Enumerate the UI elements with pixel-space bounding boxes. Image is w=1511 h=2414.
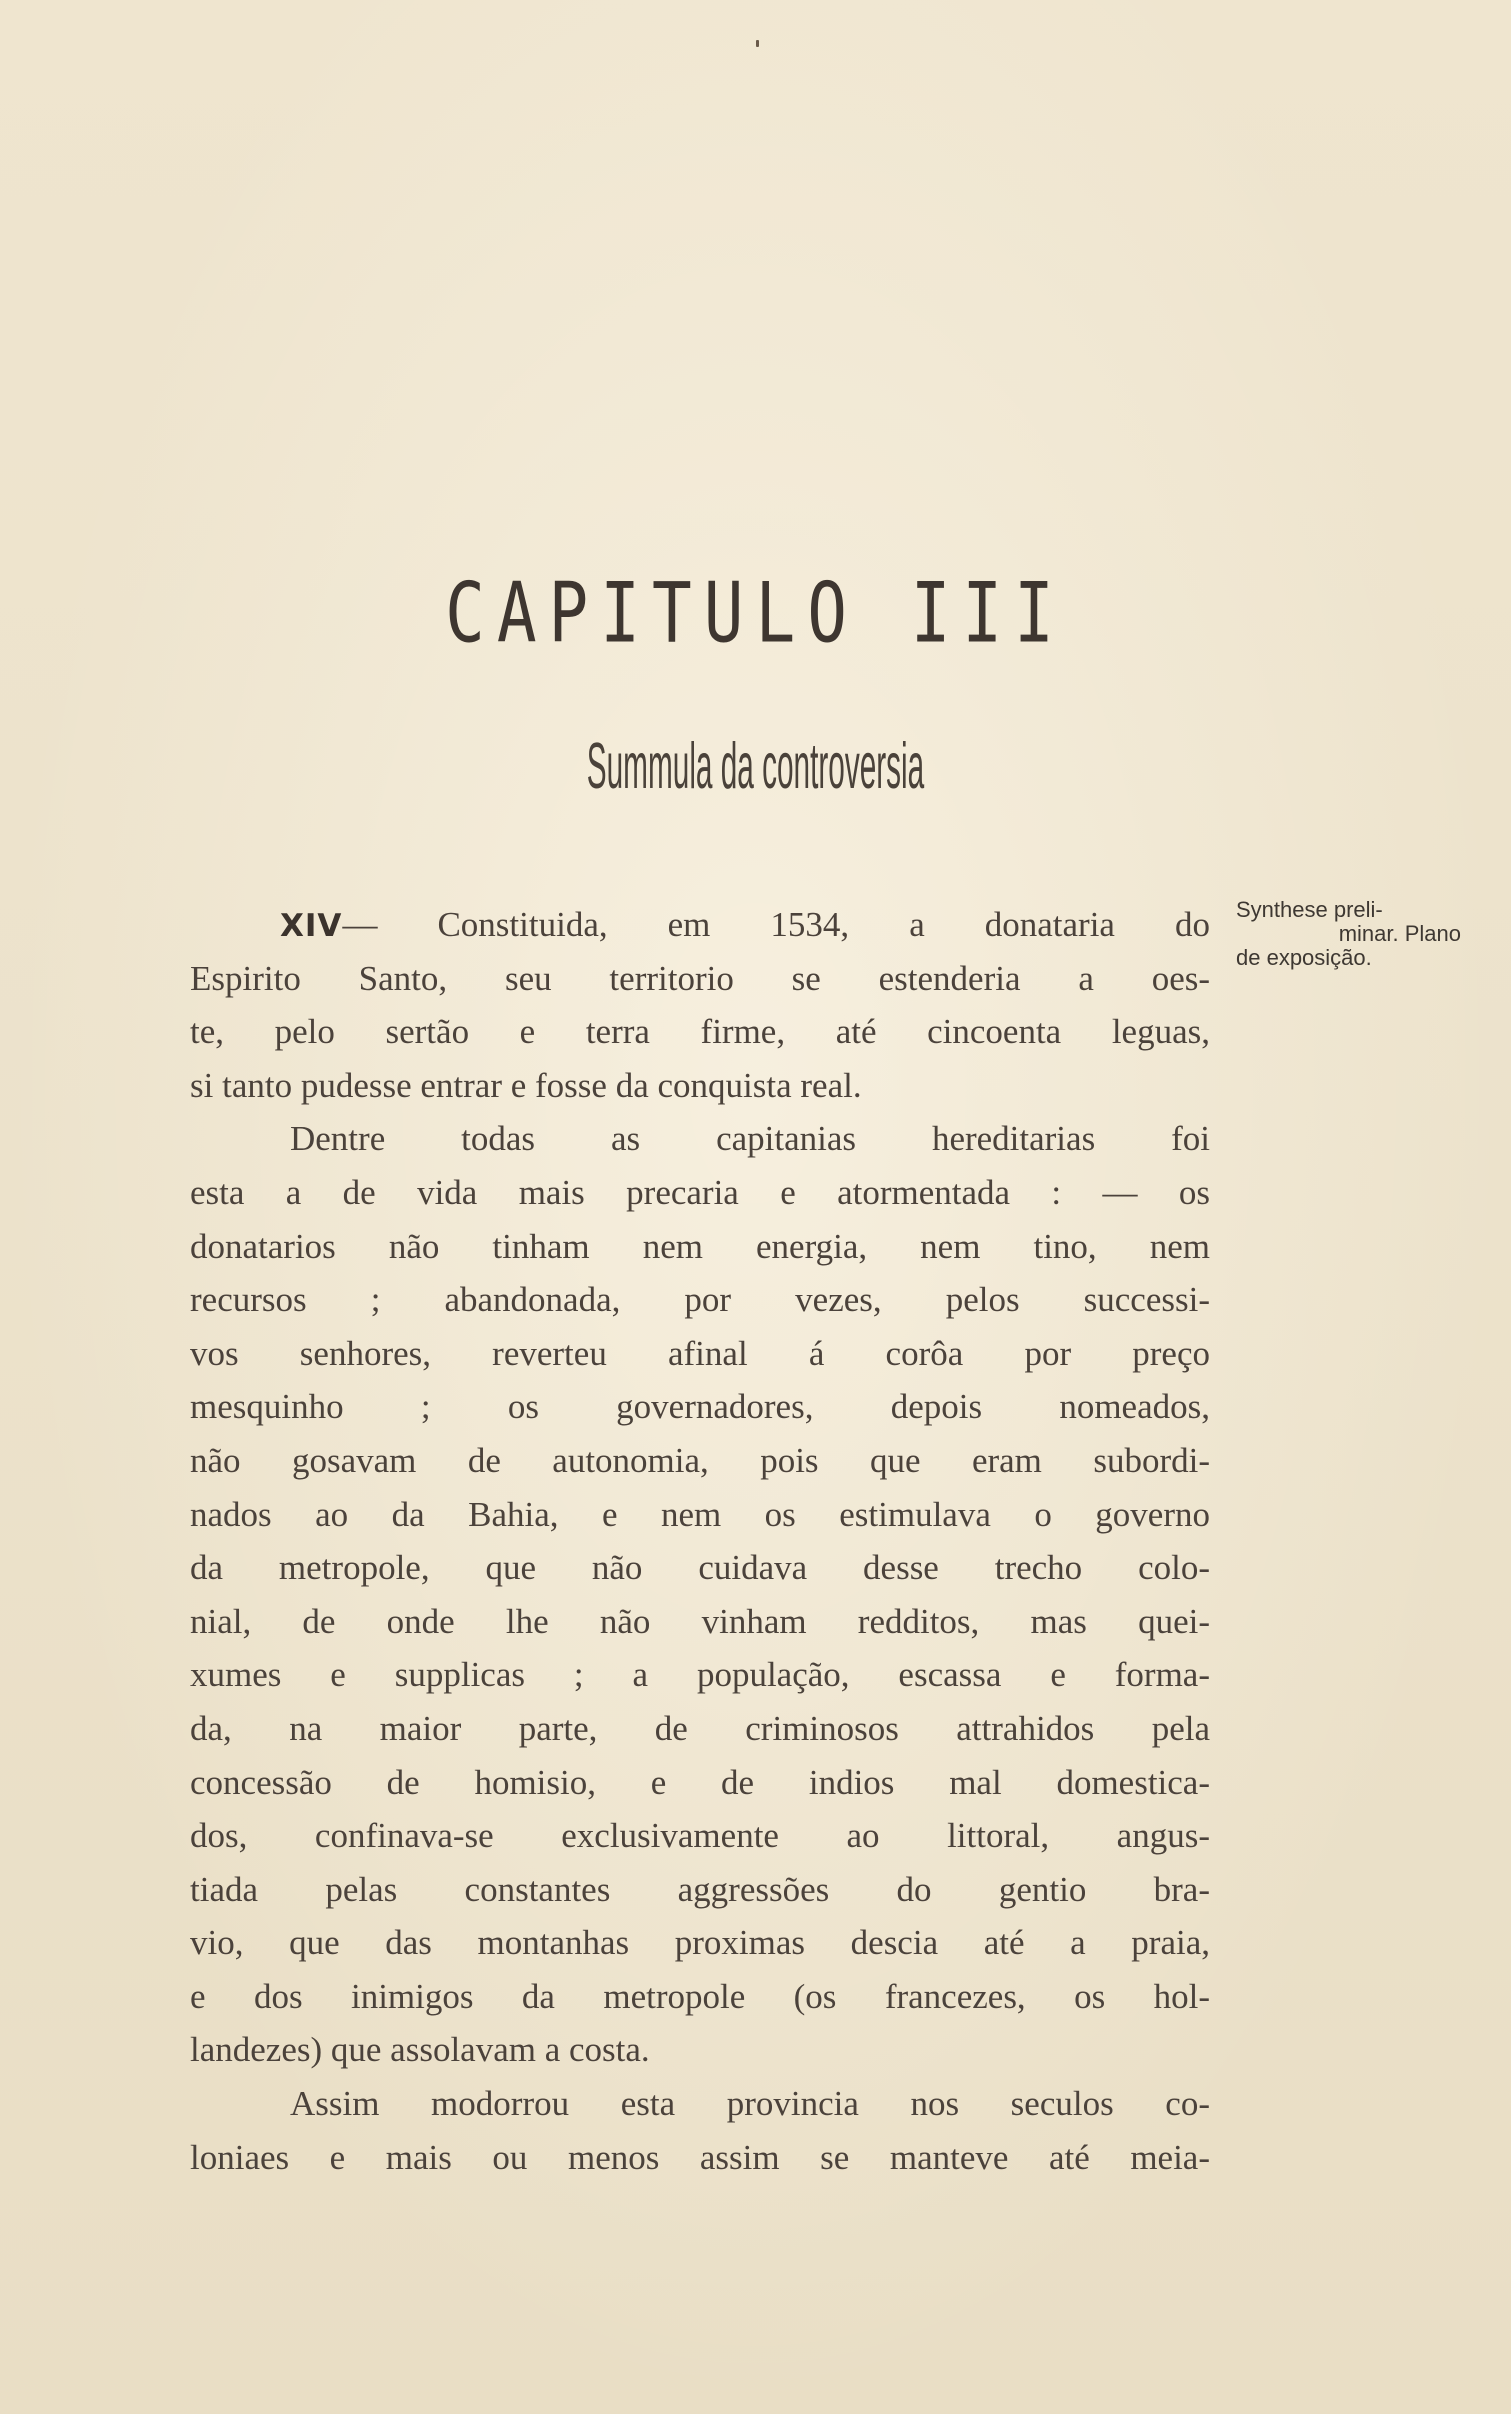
text-line-first (190, 898, 1210, 952)
chapter-title: CAPITULO III (445, 565, 1066, 662)
text-line: vos senhores, reverteu afinal á corôa por preço (190, 1333, 1210, 1373)
margin-note-line: de exposição. (1236, 945, 1372, 970)
text-line: mesquinho ; os governadores, depois nomeados, (190, 1387, 1210, 1427)
chapter-subtitle: Summula da controversia (586, 731, 925, 803)
text-line: Espirito Santo, seu territorio se estenderia a oes- (190, 958, 1210, 998)
ink-speck (756, 40, 759, 47)
body-text (190, 898, 1210, 2184)
text-line: dos, confinava-se exclusivamente ao littoral, angus- (190, 1816, 1210, 1856)
text-line: tiada pelas constantes aggressões do gentio bra- (190, 1869, 1210, 1909)
text-line: nados ao da Bahia, e nem os estimulava o governo (190, 1494, 1210, 1534)
text-line: recursos ; abandonada, por vezes, pelos successi- (190, 1280, 1210, 1320)
text-line: não gosavam de autonomia, pois que eram subordi- (190, 1440, 1210, 1480)
text-line: loniaes e mais ou menos assim se manteve até meia- (190, 2137, 1210, 2177)
text-line: si tanto pudesse entrar e fosse da conquista real. (190, 1065, 862, 1105)
text-line: donatarios não tinham nem energia, nem tino, nem (190, 1226, 1210, 1266)
text-line: concessão de homisio, e de indios mal domestica- (190, 1762, 1210, 1802)
text-line: da, na maior parte, de criminosos attrahidos pela (190, 1708, 1210, 1748)
text-line-first-rest: — Constituida, em 1534, a donataria do (342, 905, 1210, 944)
section-number: XIV (280, 908, 343, 944)
text-line: landezes) que assolavam a costa. (190, 2030, 650, 2070)
margin-note-line: minar. Plano (1338, 921, 1461, 946)
text-line: e dos inimigos da metropole (os francezes, os hol- (190, 1976, 1210, 2016)
text-line: Assim modorrou esta provincia nos seculos co- (290, 2084, 1210, 2124)
text-line: da metropole, que não cuidava desse trecho colo- (190, 1548, 1210, 1588)
text-line: Dentre todas as capitanias hereditarias foi (290, 1119, 1210, 1159)
text-line: xumes e supplicas ; a população, escassa e forma- (190, 1655, 1210, 1695)
margin-note (1236, 898, 1461, 970)
text-line: vio, que das montanhas proximas descia até a praia, (190, 1923, 1210, 1963)
text-line: te, pelo sertão e terra firme, até cincoenta leguas, (190, 1012, 1210, 1052)
margin-note-line: Synthese preli- (1236, 897, 1383, 922)
text-line: nial, de onde lhe não vinham redditos, mas quei- (190, 1601, 1210, 1641)
text-line: esta a de vida mais precaria e atormentada : — os (190, 1172, 1210, 1212)
